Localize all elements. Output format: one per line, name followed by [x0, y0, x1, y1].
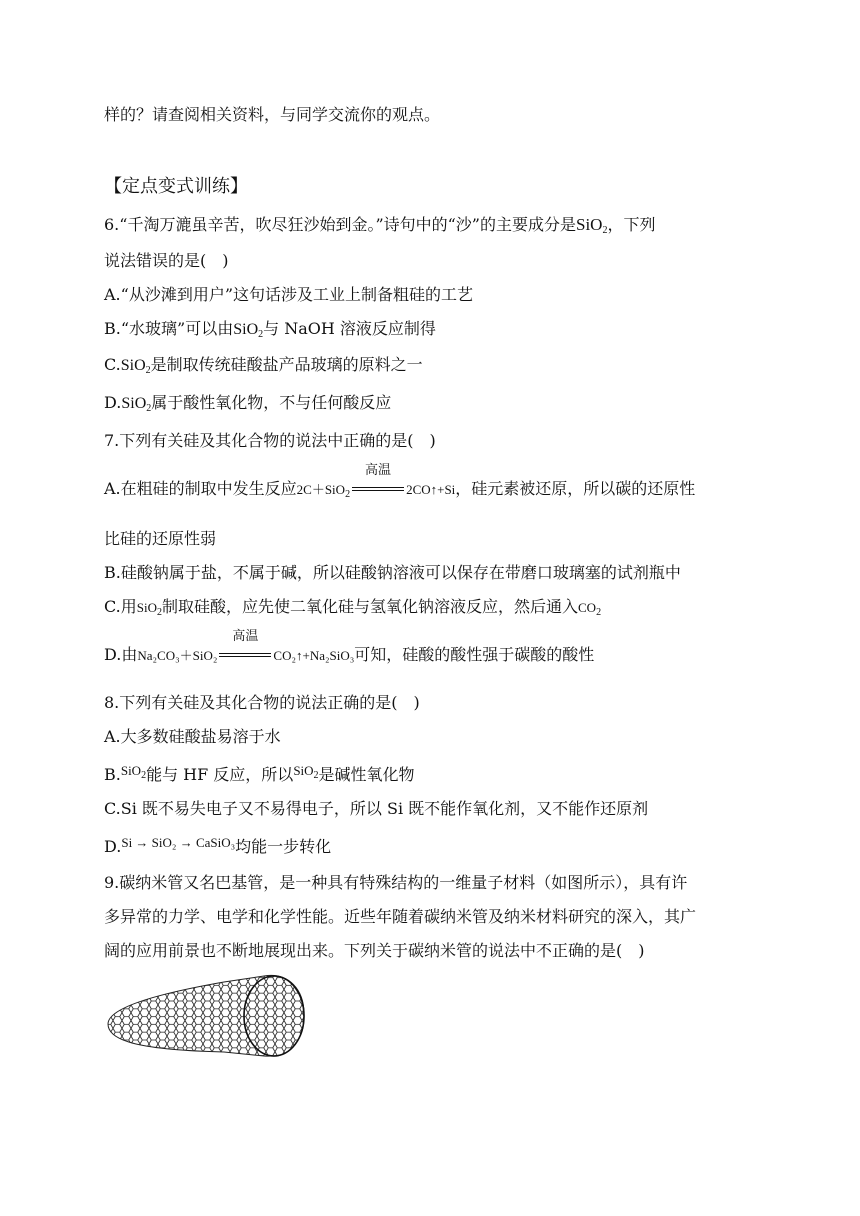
q7-option-b: B.硅酸钠属于盐，不属于碱，所以硅酸钠溶液可以保存在带磨口玻璃塞的试剂瓶中 — [104, 563, 681, 582]
q7-option-c: C.用SiO$_2$制取硅酸，应先使二氧化硅与氢氧化钠溶液反应，然后通入$CO_2$ — [104, 597, 602, 618]
q6-option-a: A.“从沙滩到用户”这句话涉及工业上制备粗硅的工艺 — [104, 285, 474, 304]
section-title: 【定点变式训练】 — [104, 176, 248, 197]
q9-stem-line1: 9.碳纳米管又名巴基管，是一种具有特殊结构的一维量子材料（如图所示），具有许 — [104, 873, 688, 892]
q8-option-d: D.$^{Si \to SiO_2 \to CaSiO_3}$均能一步转化 — [104, 835, 332, 856]
q7-option-a-line2: 比硅的还原性弱 — [104, 529, 217, 548]
q7-stem: 7.下列有关硅及其化合物的说法中正确的是( ) — [104, 431, 436, 450]
q6-option-b: B.“水玻璃”可以由SiO$_2$与 NaOH 溶液反应制得 — [104, 319, 436, 340]
q6-stem-line2: 说法错误的是( ) — [104, 251, 229, 270]
q6-stem-line1: 6.“千淘万漉虽辛苦，吹尽狂沙始到金。”诗句中的“沙”的主要成分是SiO$_2$，下列 — [104, 215, 656, 236]
q8-option-b: B.$^{SiO_2}$能与 HF 反应，所以$^{SiO_2}$是碱性氧化物 — [104, 763, 415, 784]
q8-option-c: C.Si 既不易失电子又不易得电子，所以 Si 既不能作氧化剂，又不能作还原剂 — [104, 799, 649, 818]
carbon-nanotube-figure — [104, 962, 312, 1062]
reaction-condition: 高温 — [350, 478, 406, 500]
q7-option-d: D.由Na₂CO₃＋SiO₂ 高温 CO₂↑+Na₂SiO₃可知，硅酸的酸性强于碳酸的酸性 — [104, 629, 595, 664]
q8-stem: 8.下列有关硅及其化合物的说法正确的是( ) — [104, 693, 420, 712]
q6-option-c: C.SiO$_2$是制取传统硅酸盐产品玻璃的原料之一 — [104, 355, 423, 376]
q6-option-d: D.SiO$_2$属于酸性氧化物，不与任何酸反应 — [104, 393, 392, 414]
q7-option-a: A.在粗硅的制取中发生反应2C＋SiO$_2$ 高温 2CO↑+Si，硅元素被还原，所以碳的还原性 — [104, 463, 696, 500]
reaction-condition: 高温 — [217, 644, 273, 666]
q9-stem-line2: 多异常的力学、电学和化学性能。近些年随着碳纳米管及纳米材料研究的深入，其广 — [104, 907, 697, 926]
q9-stem-line3: 阔的应用前景也不断地展现出来。下列关于碳纳米管的说法中不正确的是( ) — [104, 941, 645, 960]
intro-line: 样的？请查阅相关资料，与同学交流你的观点。 — [104, 105, 441, 124]
q8-option-a: A.大多数硅酸盐易溶于水 — [104, 727, 281, 746]
